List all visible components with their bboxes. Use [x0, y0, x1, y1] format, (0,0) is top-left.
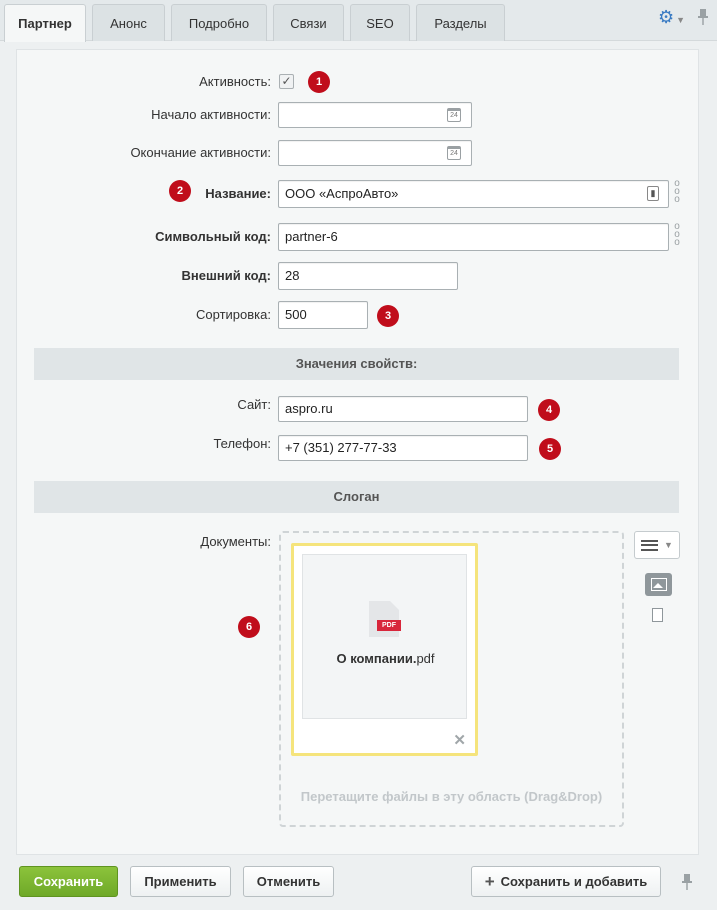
chevron-down-icon: ▼	[676, 15, 685, 25]
sort-value: 500	[285, 307, 307, 322]
row-active	[17, 67, 700, 97]
xml-label: Внешний код:	[181, 268, 271, 283]
row-name	[17, 179, 700, 209]
file-card[interactable]	[291, 543, 478, 756]
end-label: Окончание активности:	[130, 145, 271, 160]
annotation-badge-6: 6	[238, 616, 260, 638]
active-checkbox[interactable]: ✓	[279, 74, 294, 89]
pin-icon[interactable]	[697, 8, 709, 26]
tab-tools	[658, 8, 709, 26]
end-date-input[interactable]	[278, 140, 472, 166]
code-label: Символьный код:	[155, 229, 271, 244]
row-start	[17, 100, 700, 130]
form-panel	[16, 49, 699, 855]
row-end	[17, 138, 700, 168]
annotation-badge-4: 4	[538, 399, 560, 421]
apply-button[interactable]: Применить	[130, 866, 231, 897]
xml-input[interactable]	[278, 262, 458, 290]
annotation-badge-3: 3	[377, 305, 399, 327]
phone-label: Телефон:	[213, 436, 271, 451]
pdf-file-icon	[369, 601, 399, 637]
tab-bar	[0, 0, 717, 41]
save-button[interactable]: Сохранить	[19, 866, 118, 897]
view-menu-button[interactable]	[634, 531, 680, 559]
calendar-icon[interactable]: 24	[447, 146, 461, 160]
row-sort	[17, 300, 700, 330]
dropzone-hint: Перетащите файлы в эту область (Drag&Drop)	[300, 789, 603, 804]
file-name-ext: pdf	[416, 651, 435, 666]
active-label: Активность:	[199, 74, 271, 89]
row-xml	[17, 261, 700, 291]
image-view-icon[interactable]	[645, 573, 672, 596]
row-phone	[17, 433, 700, 463]
sort-label: Сортировка:	[196, 307, 271, 322]
lock-icon[interactable]: ▮	[647, 186, 659, 201]
site-label: Сайт:	[237, 397, 271, 412]
annotation-badge-1: 1	[308, 71, 330, 93]
tab-details[interactable]: Подробно	[171, 4, 267, 41]
tab-sections[interactable]: Разделы	[416, 4, 505, 41]
site-input[interactable]	[278, 396, 528, 422]
close-icon[interactable]: ✕	[453, 732, 466, 749]
site-value: aspro.ru	[285, 401, 333, 416]
xml-value: 28	[285, 268, 300, 283]
document-view-icon[interactable]	[652, 608, 663, 622]
start-date-input[interactable]	[278, 102, 472, 128]
name-value: ООО «АспроАвто»	[285, 186, 399, 201]
chevron-down-icon: ▼	[664, 540, 673, 550]
file-name-base: О компании.	[336, 651, 417, 666]
file-name	[303, 651, 468, 666]
link-icon[interactable]: o o o	[674, 221, 680, 248]
gear-icon: ⚙	[657, 7, 675, 27]
cancel-button[interactable]: Отменить	[243, 866, 334, 897]
sort-input[interactable]	[278, 301, 368, 329]
link-icon[interactable]: o o o	[674, 178, 680, 205]
name-label: Название:	[205, 186, 271, 201]
annotation-badge-5: 5	[539, 438, 561, 460]
calendar-icon[interactable]: 24	[447, 108, 461, 122]
save-and-add-label: Сохранить и добавить	[500, 874, 648, 889]
section-properties: Значения свойств:	[34, 348, 679, 380]
settings-menu[interactable]	[658, 8, 685, 26]
tab-links[interactable]: Связи	[273, 4, 344, 41]
name-input[interactable]	[278, 180, 669, 208]
tab-announce[interactable]: Анонс	[92, 4, 165, 41]
documents-label: Документы:	[200, 534, 271, 549]
phone-value: +7 (351) 277-77-33	[285, 440, 397, 455]
pin-icon[interactable]	[681, 873, 693, 891]
row-site	[17, 394, 700, 424]
code-value: partner-6	[285, 229, 338, 244]
section-slogan: Слоган	[34, 481, 679, 513]
phone-input[interactable]	[278, 435, 528, 461]
menu-icon	[641, 540, 658, 551]
tab-seo[interactable]: SEO	[350, 4, 410, 41]
code-input[interactable]	[278, 223, 669, 251]
save-and-add-button[interactable]	[471, 866, 661, 897]
start-label: Начало активности:	[151, 107, 271, 122]
plus-icon: +	[484, 872, 495, 891]
row-code	[17, 222, 700, 252]
annotation-badge-2: 2	[169, 180, 191, 202]
file-preview	[302, 554, 467, 719]
tab-partner[interactable]: Партнер	[4, 4, 86, 42]
pdf-tag: PDF	[377, 620, 401, 631]
